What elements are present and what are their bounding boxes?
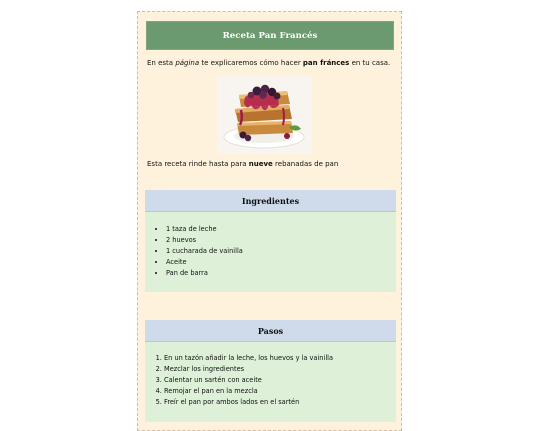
steps-list bbox=[145, 342, 396, 408]
servings-text bbox=[147, 160, 338, 168]
steps-section bbox=[145, 342, 396, 422]
intro-text-part: te explicaremos cómo hacer bbox=[199, 59, 303, 67]
servings-text-part: Esta receta rinde hasta para bbox=[147, 160, 249, 168]
step-item: 1. En un tazón añadir la leche, los huevos y la vainilla bbox=[164, 353, 396, 364]
ingredient-item: • Pan de barra bbox=[166, 268, 396, 279]
intro-text-part: En esta bbox=[147, 59, 176, 67]
steps-heading: Pasos bbox=[145, 320, 396, 342]
step-item: 3. Calentar un sartén con aceite bbox=[164, 375, 396, 386]
ingredients-section bbox=[145, 212, 396, 292]
ingredient-item: • 2 huevos bbox=[166, 235, 396, 246]
step-item: 2. Mezclar los ingredientes bbox=[164, 364, 396, 375]
french-toast-photo bbox=[217, 75, 312, 154]
intro-text bbox=[147, 59, 397, 67]
ingredient-item: • Aceite bbox=[166, 257, 396, 268]
servings-text-part: rebanadas de pan bbox=[272, 160, 339, 168]
intro-bold: pan fránces bbox=[302, 59, 350, 67]
ingredients-list bbox=[145, 212, 396, 279]
recipe-page bbox=[137, 11, 402, 431]
ingredients-heading: Ingredientes bbox=[145, 190, 396, 212]
step-item: 5. Freír el pan por ambos lados en el sartén bbox=[164, 397, 396, 408]
servings-bold: nueve bbox=[248, 160, 273, 168]
page-title: Receta Pan Francés bbox=[146, 21, 394, 50]
step-item: 4. Remojar el pan en la mezcla bbox=[164, 386, 396, 397]
ingredient-item: • 1 taza de leche bbox=[166, 224, 396, 235]
intro-text-part: en tu casa. bbox=[349, 59, 391, 67]
intro-emphasis: página bbox=[175, 59, 200, 67]
ingredient-item: • 1 cucharada de vainilla bbox=[166, 246, 396, 257]
